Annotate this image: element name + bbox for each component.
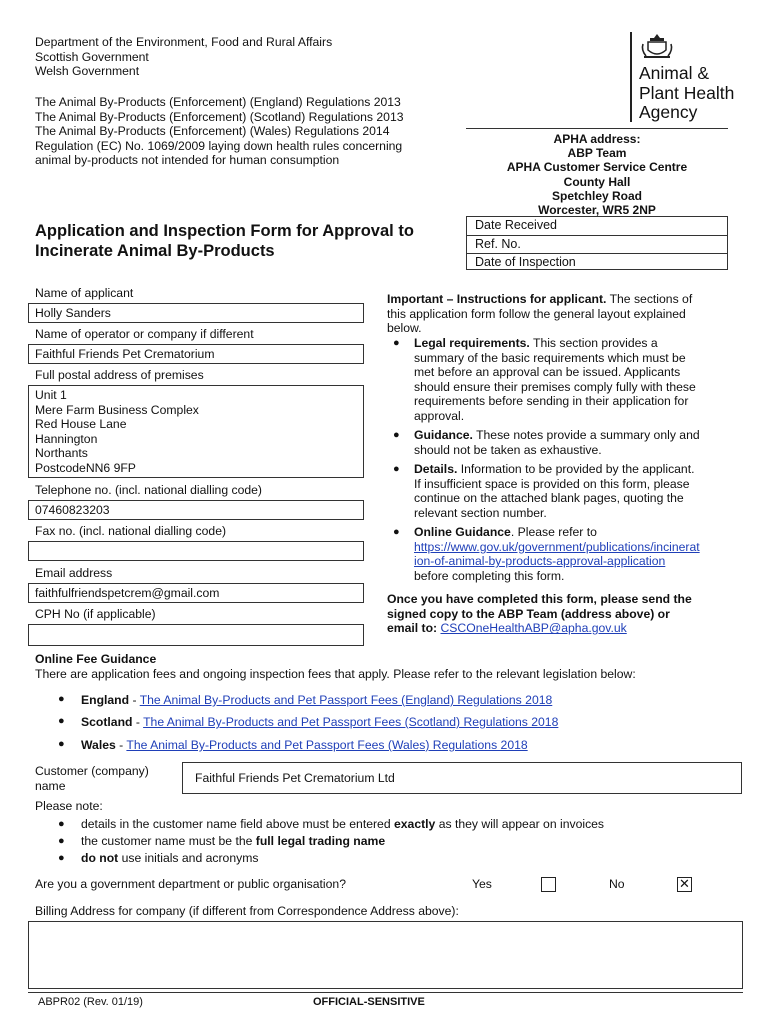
note-item (58, 834, 385, 849)
cph-field[interactable] (28, 624, 364, 646)
instructions-intro (387, 292, 737, 336)
bullet-icon: ● (58, 835, 65, 847)
date-inspection-field[interactable]: Date of Inspection (475, 255, 576, 269)
title-line: Incinerate Animal By-Products (35, 241, 275, 260)
item-text: should ensure their premises comply fully with these (414, 379, 696, 394)
department-scotland: Scottish Government (35, 49, 149, 64)
address-line: Mere Farm Business Complex (35, 402, 199, 417)
fax-field[interactable] (28, 541, 364, 561)
title-line: Application and Inspection Form for Approval to (35, 222, 414, 240)
logo-line: Plant Health (639, 82, 735, 103)
ref-no-field[interactable]: Ref. No. (467, 236, 727, 255)
item-text: before completing this form. (414, 568, 565, 583)
fee-regulation-link[interactable]: The Animal By-Products and Pet Passport Fees (Wales) Regulations 2018 (126, 738, 528, 752)
apha-address (466, 128, 728, 220)
intro-text: this application form follow the general layout explained (387, 306, 686, 321)
yes-label: Yes (472, 877, 492, 891)
bullet-icon: ● (58, 818, 65, 830)
email-link[interactable]: CSCOneHealthABP@apha.gov.uk (440, 621, 627, 636)
email-label: Email address (35, 566, 113, 580)
department-wales: Welsh Government (35, 64, 140, 79)
cph-label: CPH No (if applicable) (35, 607, 156, 621)
address-line: APHA Customer Service Centre (506, 160, 688, 175)
billing-label: Billing Address for company (if different from Correspondence Address above): (35, 904, 459, 918)
fax-label: Fax no. (incl. national dialling code) (35, 524, 227, 538)
applicant-label: Name of applicant (35, 286, 134, 300)
separator: - (132, 715, 144, 729)
government-question: Are you a government department or public organisation? (35, 877, 346, 891)
address-line: Northants (35, 446, 88, 461)
address-label: Full postal address of premises (35, 368, 204, 382)
address-line: Worcester, WR5 2NP (538, 203, 656, 218)
item-heading: Guidance. (414, 428, 473, 442)
item-text: summary of the basic requirements which must be (414, 350, 686, 365)
yes-checkbox[interactable] (541, 877, 556, 892)
address-line: Red House Lane (35, 417, 127, 432)
item-heading: Online Guidance (414, 525, 511, 539)
regulation-line: animal by-products not intended for human consumption (35, 153, 340, 168)
item-heading: Legal requirements. (414, 336, 530, 350)
item-text: This section provides a (529, 336, 658, 350)
logo-line: Agency (639, 102, 698, 122)
bullet-icon: ● (393, 526, 400, 538)
classification-label: OFFICIAL-SENSITIVE (313, 996, 425, 1008)
bullet-icon: ● (393, 337, 400, 349)
address-line: County Hall (563, 174, 631, 189)
address-line: Spetchley Road (551, 188, 643, 203)
country-name: England (81, 693, 130, 707)
address-field[interactable] (28, 385, 364, 478)
note-emphasis: exactly (394, 817, 436, 831)
footer-divider (28, 992, 743, 993)
page-title (35, 222, 414, 261)
fee-guidance (35, 652, 755, 681)
note-text: as they will appear on invoices (435, 817, 605, 831)
fee-item-england (58, 693, 552, 707)
address-line: Hannington (35, 431, 98, 446)
phone-label: Telephone no. (incl. national dialling code) (35, 483, 262, 497)
fee-item-scotland (58, 715, 558, 729)
item-text: relevant section number. (414, 505, 547, 520)
department-defra: Department of the Environment, Food and Rural Affairs (35, 35, 333, 49)
regulations-list (35, 95, 404, 168)
royal-crest-icon (640, 32, 674, 63)
intro-text: below. (387, 321, 422, 336)
form-code: ABPR02 (Rev. 01/19) (38, 996, 143, 1008)
guidance-link[interactable]: https://www.gov.uk/government/publications/incinerat (414, 539, 700, 554)
applicant-field[interactable]: Holly Sanders (28, 303, 364, 323)
billing-address-field[interactable] (28, 921, 743, 989)
item-text: requirements before sending in their application for (414, 394, 689, 409)
agency-logo-text (639, 64, 734, 123)
note-item (58, 817, 604, 832)
guidance-item (393, 428, 743, 457)
note-text: use initials and acronyms (118, 851, 259, 865)
send-instructions (387, 592, 747, 636)
logo-line: Animal & (639, 63, 710, 83)
note-text: details in the customer name field above must be entered (81, 817, 394, 831)
bullet-icon: ● (58, 693, 65, 705)
bullet-icon: ● (393, 429, 400, 441)
item-text: met before an approval can be issued. Applicants (414, 365, 681, 380)
item-text: should not be taken as exhaustive. (414, 442, 602, 457)
operator-field[interactable]: Faithful Friends Pet Crematorium (28, 344, 364, 364)
customer-name-field[interactable]: Faithful Friends Pet Crematorium Ltd (182, 762, 742, 794)
item-text: . Please refer to (510, 525, 597, 539)
fee-regulation-link[interactable]: The Animal By-Products and Pet Passport Fees (Scotland) Regulations 2018 (143, 715, 559, 729)
fee-regulation-link[interactable]: The Animal By-Products and Pet Passport Fees (England) Regulations 2018 (139, 693, 553, 707)
separator: - (129, 693, 140, 707)
note-emphasis: full legal trading name (255, 834, 386, 848)
item-text: These notes provide a summary only and (472, 428, 700, 442)
customer-label (35, 764, 149, 793)
note-title: Please note: (35, 799, 103, 813)
fee-item-wales (58, 738, 528, 752)
fee-guidance-text: There are application fees and ongoing inspection fees that apply. Please refer to the relevant legislation below: (35, 666, 636, 681)
regulation-line: The Animal By-Products (Enforcement) (England) Regulations 2013 (35, 95, 401, 109)
details-item (393, 462, 743, 520)
item-heading: Details. (414, 462, 458, 476)
send-text: signed copy to the ABP Team (address above) or (387, 606, 670, 621)
online-guidance-item (393, 525, 743, 583)
customer-label-line: Customer (company) (35, 764, 149, 778)
regulation-line: The Animal By-Products (Enforcement) (Scotland) Regulations 2013 (35, 109, 404, 124)
item-text: continue on the attached blank pages, quoting the (414, 491, 684, 506)
note-item (58, 851, 258, 866)
date-received-field[interactable]: Date Received (467, 217, 727, 236)
address-line: APHA address: (553, 132, 641, 146)
send-text: Once you have completed this form, please send the (387, 592, 692, 606)
country-name: Scotland (81, 715, 133, 729)
intro-text: The sections of (606, 292, 693, 306)
bullet-icon: ● (58, 738, 65, 750)
bullet-icon: ● (58, 852, 65, 864)
note-emphasis: do not (81, 851, 119, 865)
operator-label: Name of operator or company if different (35, 327, 254, 341)
address-line: PostcodeNN6 9FP (35, 460, 136, 475)
send-text: email to: (387, 621, 441, 636)
bullet-icon: ● (58, 715, 65, 727)
address-line: ABP Team (567, 146, 627, 161)
regulation-line: Regulation (EC) No. 1069/2009 laying down health rules concerning (35, 138, 403, 153)
guidance-link[interactable]: ion-of-animal-by-products-approval-application (414, 554, 666, 569)
item-text: Information to be provided by the applicant. (457, 462, 695, 476)
email-field[interactable]: faithfulfriendspetcrem@gmail.com (28, 583, 364, 603)
regulation-line: The Animal By-Products (Enforcement) (Wales) Regulations 2014 (35, 124, 390, 139)
separator: - (115, 738, 127, 752)
no-label: No (609, 877, 625, 891)
instructions-heading: Important – Instructions for applicant. (387, 292, 607, 306)
no-checkbox[interactable]: ✕ (677, 877, 692, 892)
legal-requirements-item (393, 336, 743, 424)
item-text: If insufficient space is provided on this form, please (414, 476, 690, 491)
note-text: the customer name must be the (81, 834, 256, 848)
address-line: Unit 1 (35, 388, 67, 402)
office-use-table (466, 216, 728, 270)
phone-field[interactable]: 07460823203 (28, 500, 364, 520)
country-name: Wales (81, 738, 116, 752)
bullet-icon: ● (393, 463, 400, 475)
logo-divider (630, 32, 632, 122)
fee-guidance-title: Online Fee Guidance (35, 652, 157, 666)
department-list (35, 35, 332, 79)
item-text: approval. (414, 408, 465, 423)
customer-label-line: name (35, 778, 66, 793)
